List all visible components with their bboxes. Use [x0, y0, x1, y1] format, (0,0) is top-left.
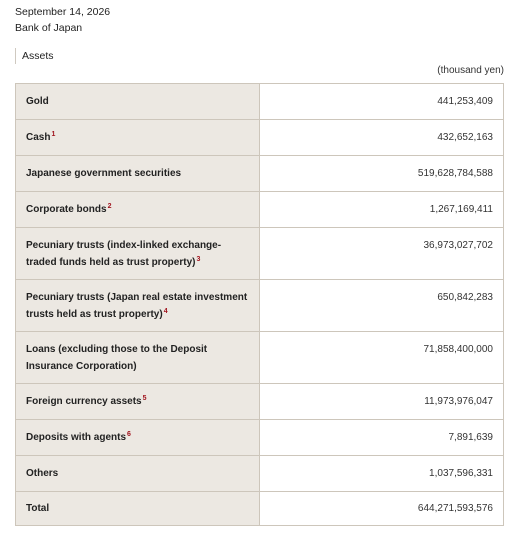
row-label-text: Pecuniary trusts (index-linked exchange-traded funds held as trust property): [26, 240, 222, 268]
row-label-text: Japanese government securities: [26, 168, 182, 179]
row-label: [16, 384, 260, 420]
row-value: 36,973,027,702: [260, 228, 504, 280]
table-row: [16, 192, 504, 228]
row-value: 71,858,400,000: [260, 332, 504, 384]
assets-table: [15, 83, 504, 526]
row-value: 519,628,784,588: [260, 156, 504, 192]
row-value: 432,652,163: [260, 120, 504, 156]
unit-label: (thousand yen): [437, 65, 504, 76]
row-value: 7,891,639: [260, 420, 504, 456]
table-row: [16, 332, 504, 384]
table-row: [16, 228, 504, 280]
row-label: [16, 156, 260, 192]
row-value: 441,253,409: [260, 84, 504, 120]
row-label-text: Loans (excluding those to the Deposit Insurance Corporation): [26, 344, 208, 372]
table-row: [16, 156, 504, 192]
footnote-marker[interactable]: 4: [163, 308, 168, 315]
row-label: [16, 492, 260, 526]
row-label: [16, 228, 260, 280]
table-row: [16, 420, 504, 456]
row-label: [16, 84, 260, 120]
row-value: 1,037,596,331: [260, 456, 504, 492]
table-row: [16, 456, 504, 492]
row-label-text: Foreign currency assets: [26, 396, 142, 407]
footnote-marker[interactable]: 3: [196, 256, 201, 263]
document-date: September 14, 2026: [15, 6, 111, 18]
row-label: [16, 280, 260, 332]
row-label: [16, 420, 260, 456]
row-value: 11,973,976,047: [260, 384, 504, 420]
row-label: [16, 456, 260, 492]
row-label: [16, 332, 260, 384]
document-header: [15, 4, 110, 36]
row-label: [16, 120, 260, 156]
table-row-total: [16, 492, 504, 526]
section-title: Assets: [15, 48, 54, 64]
row-label-text: Total: [26, 503, 50, 514]
row-value: 1,267,169,411: [260, 192, 504, 228]
row-label: [16, 192, 260, 228]
row-label-text: Deposits with agents: [26, 432, 127, 443]
row-label-text: Corporate bonds: [26, 204, 107, 215]
table-row: [16, 120, 504, 156]
row-value: 644,271,593,576: [260, 492, 504, 526]
table-row: [16, 384, 504, 420]
row-value: 650,842,283: [260, 280, 504, 332]
footnote-marker[interactable]: 6: [127, 431, 131, 438]
row-label-text: Pecuniary trusts (Japan real estate investment trusts held as trust property): [26, 292, 248, 320]
table-row: [16, 84, 504, 120]
institution-name: Bank of Japan: [15, 22, 83, 34]
table-row: [16, 280, 504, 332]
footnote-marker[interactable]: 5: [142, 395, 147, 402]
row-label-text: Cash: [26, 132, 51, 143]
row-label-text: Others: [26, 468, 59, 479]
footnote-marker[interactable]: 2: [107, 203, 112, 210]
footnote-marker[interactable]: 1: [51, 131, 56, 138]
row-label-text: Gold: [26, 96, 49, 107]
